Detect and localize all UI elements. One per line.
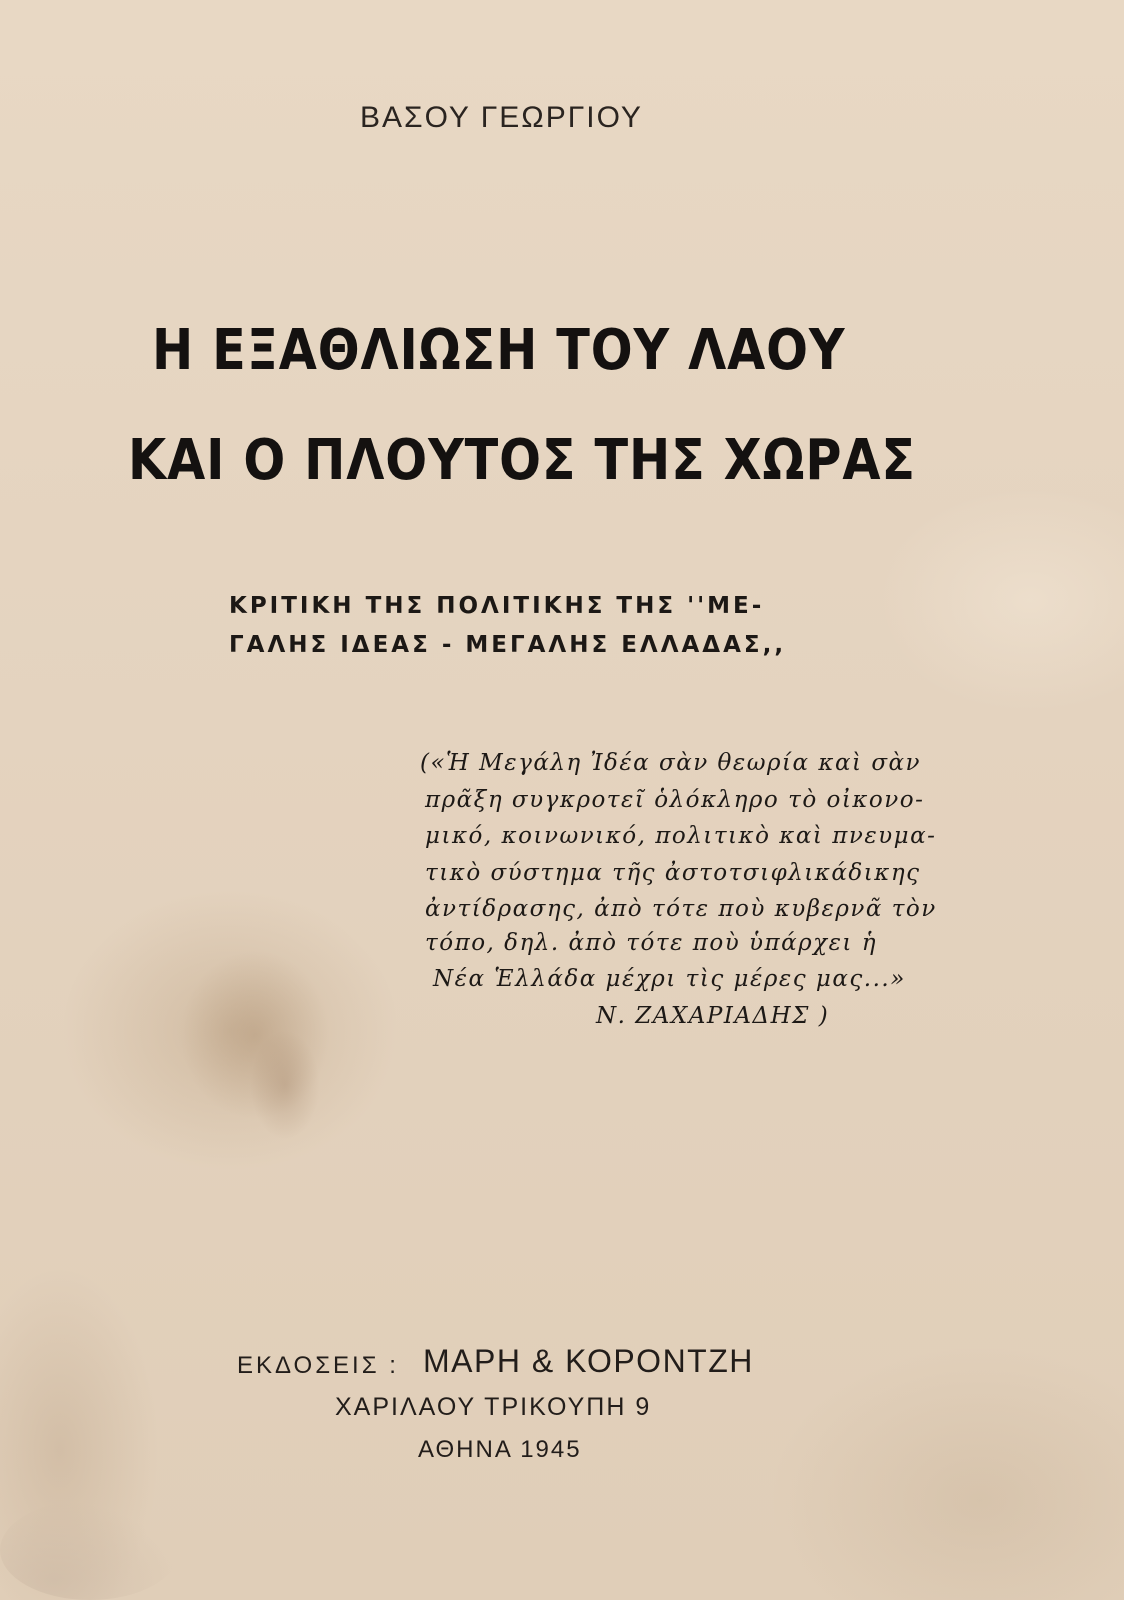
quote-line: ἀντίδρασης, ἀπὸ τότε ποὺ κυβερνᾶ τὸν: [425, 896, 937, 922]
publisher-address: ΧΑΡΙΛΑΟΥ ΤΡΙΚΟΥΠΗ 9: [335, 1393, 652, 1421]
publisher-label: ΕΚΔΟΣΕΙΣ :: [237, 1352, 399, 1379]
quote-line: Νέα Ἑλλάδα μέχρι τὶς μέρες μας...»: [433, 966, 906, 992]
quote-line: τικὸ σύστημα τῆς ἀστοτσιφλικάδικης: [425, 860, 921, 886]
publication-city-year: ΑΘΗΝΑ 1945: [418, 1436, 582, 1463]
paper-wear: [0, 1500, 180, 1600]
title-line-2: ΚΑΙ Ο ΠΛΟΥΤΟΣ ΤΗΣ ΧΩΡΑΣ: [128, 428, 916, 493]
publisher-name: ΜΑΡΗ & ΚΟΡΟΝΤΖΗ: [423, 1343, 754, 1379]
quote-line: τόπο, δηλ. ἀπὸ τότε ποὺ ὑπάρχει ἡ: [425, 930, 878, 956]
subtitle-line-1: ΚΡΙΤΙΚΗ ΤΗΣ ΠΟΛΙΤΙΚΗΣ ΤΗΣ ''ΜΕ-: [229, 593, 765, 619]
quote-line: μικό, κοινωνικό, πολιτικὸ καὶ πνευμα-: [425, 823, 937, 849]
water-stain: [180, 950, 330, 1120]
quote-attribution: Ν. ΖΑΧΑΡΙΑΔΗΣ ): [596, 1003, 830, 1029]
quote-line: («Ἡ Μεγάλη Ἰδέα σὰν θεωρία καὶ σὰν: [420, 750, 922, 776]
author-name: ΒΑΣΟΥ ΓΕΩΡΓΙΟΥ: [360, 101, 643, 134]
water-stain: [250, 1030, 320, 1140]
title-line-1: Η ΕΞΑΘΛΙΩΣΗ ΤΟΥ ΛΑΟΥ: [152, 318, 846, 383]
quote-line: πρᾶξη συγκροτεῖ ὁλόκληρο τὸ οἰκονο-: [425, 787, 925, 813]
subtitle-line-2: ΓΑΛΗΣ ΙΔΕΑΣ - ΜΕΓΑΛΗΣ ΕΛΛΑΔΑΣ,,: [229, 632, 787, 658]
